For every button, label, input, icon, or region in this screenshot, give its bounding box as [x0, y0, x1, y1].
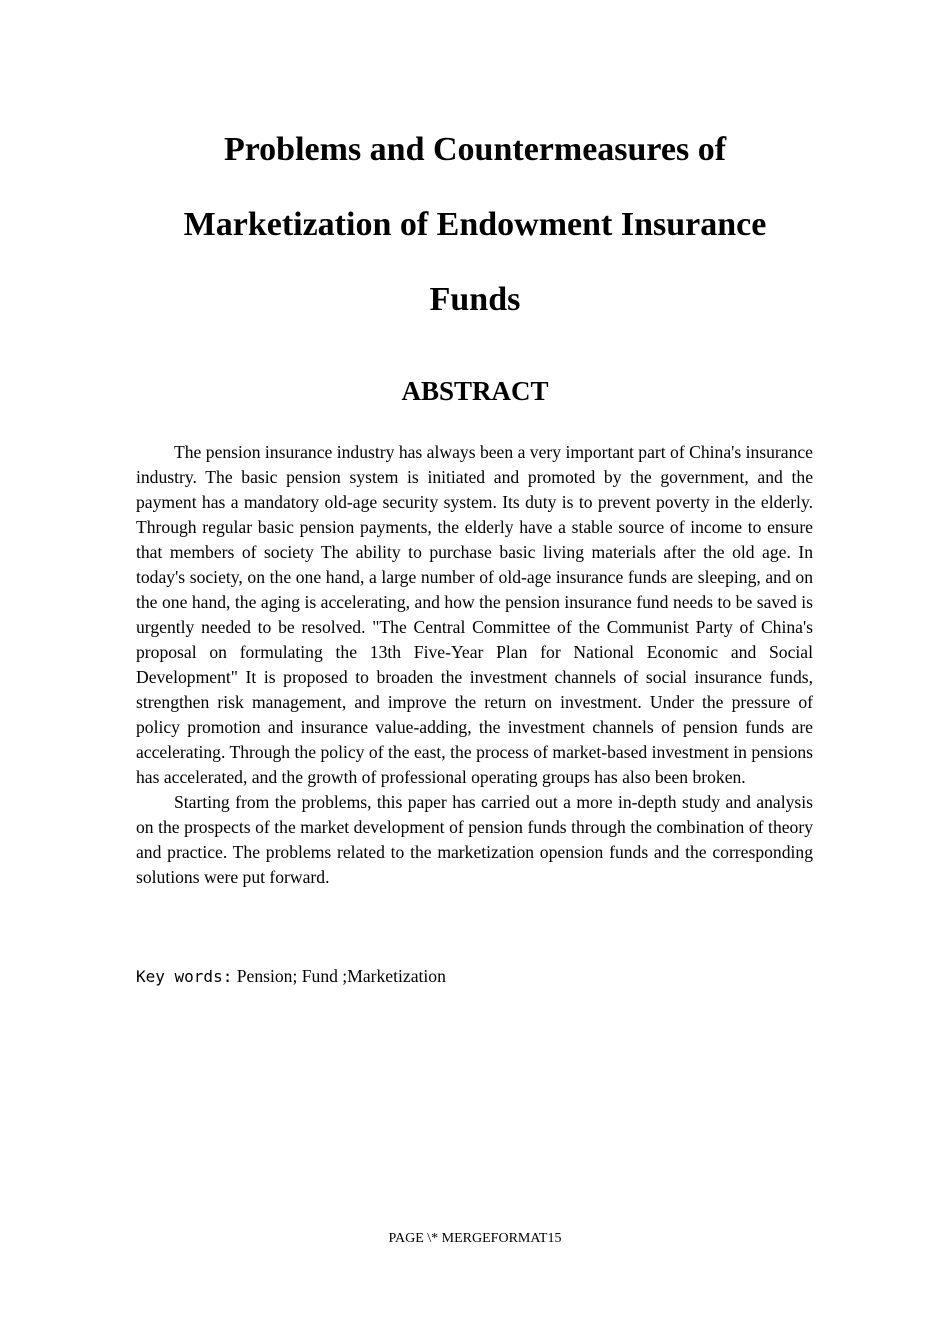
- keywords-line: [136, 964, 813, 989]
- title-line-2: Marketization of Endowment Insurance: [183, 206, 767, 243]
- abstract-paragraph-2: Starting from the problems, this paper has carried out a more in-depth study and analysis on the prospects of the market development of pension funds through the combination of theory and practice. The problems related to the marketization opension funds and the corresponding solutions were put forward.: [136, 792, 813, 887]
- paper-title: [120, 112, 830, 337]
- abstract-heading: ABSTRACT: [401, 376, 549, 406]
- abstract-paragraph-1: The pension insurance industry has always been a very important part of China's insurance industry. The basic pension system is initiated and promoted by the government, and the payment has a mandatory old-age security system. Its duty is to prevent poverty in the elderly. Through regular basic pension payments, the elderly have a stable source of income to ensure that members of society The ability to purchase basic living materials after the old age. In today's society, on the one hand, a large number of old-age insurance funds are sleeping, and on the one hand, the aging is accelerating, and how the pension insurance fund needs to be saved is urgently needed to be resolved. "The Central Committee of the Communist Party of China's proposal on formulating the 13th Five-Year Plan for National Economic and Social Development" It is proposed to broaden the investment channels of social insurance funds, strengthen risk management, and improve the return on investment. Under the pressure of policy promotion and insurance value-adding, the investment channels of pension funds are accelerating. Through the policy of the east, the process of market-based investment in pensions has accelerated, and the growth of professional operating groups has also been broken.: [136, 442, 813, 787]
- title-line-1: Problems and Countermeasures of: [223, 131, 727, 168]
- keywords-label: Key words:: [136, 967, 233, 986]
- abstract-body: [136, 440, 813, 890]
- page-footer: PAGE \* MERGEFORMAT15: [388, 1231, 562, 1246]
- title-line-3: Funds: [429, 281, 521, 318]
- keywords-value: Pension; Fund ;Marketization: [232, 966, 446, 986]
